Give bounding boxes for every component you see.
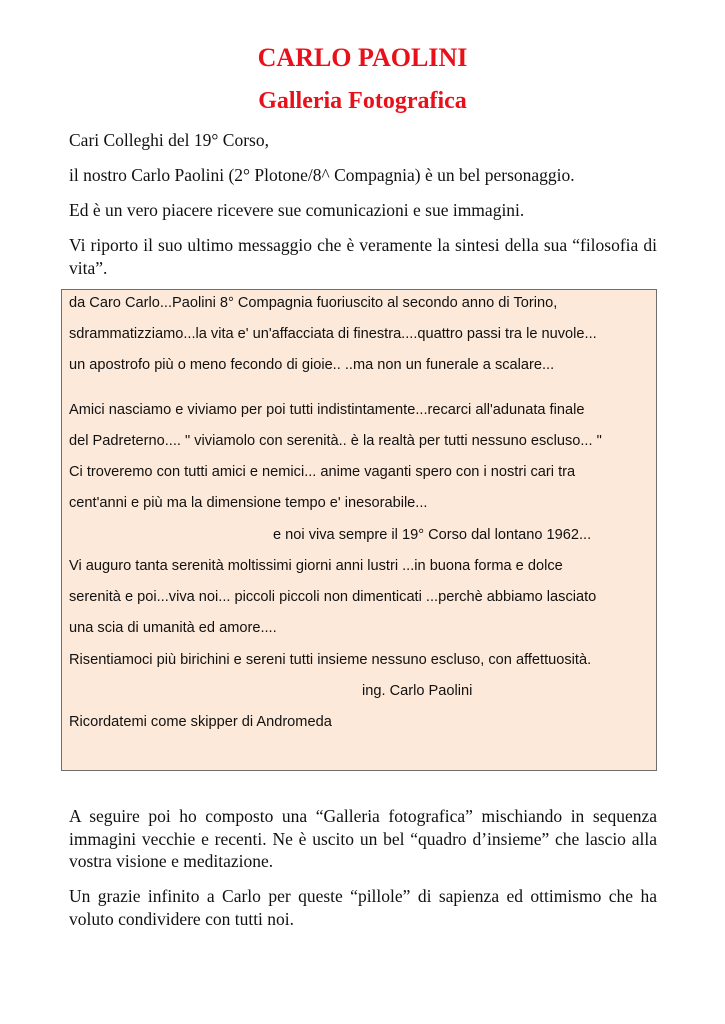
message-line: Ci troveremo con tutti amici e nemici... anime vaganti spero con i nostri cari tra [69, 464, 576, 480]
message-line: cent'anni e più ma la dimensione tempo e' inesorabile... [69, 495, 428, 511]
page-title: CARLO PAOLINI [257, 43, 468, 72]
gallery-paragraph: A seguire poi ho composto una “Galleria fotografica” mischiando in sequenza immagini vecchie e recenti. Ne è uscito un bel “quadro d’insieme” che lascio alla vostra visione e meditazione. [69, 806, 657, 871]
message-line: Ricordatemi come skipper di Andromeda [69, 714, 332, 730]
message-line: Amici nasciamo e viviamo per poi tutti indistintamente...recarci all'adunata finale [69, 402, 585, 418]
message-line: Risentiamoci più birichini e sereni tutti insieme nessuno escluso, con affettuosità. [69, 652, 592, 668]
intro-paragraph: il nostro Carlo Paolini (2° Plotone/8^ Compagnia) è un bel personaggio. [69, 165, 575, 185]
greeting-paragraph: Cari Colleghi del 19° Corso, [69, 130, 269, 150]
message-line: serenità e poi...viva noi... piccoli piccoli non dimenticati ...perchè abbiamo lasciato [69, 589, 597, 605]
message-line: e noi viva sempre il 19° Corso dal lontano 1962... [273, 527, 592, 543]
message-line: un apostrofo più o meno fecondo di gioie.. ..ma non un funerale a scalare... [69, 357, 555, 373]
page-subtitle: Galleria Fotografica [258, 88, 467, 114]
message-line: del Padreterno.... " viviamolo con serenità.. è la realtà per tutti nessuno escluso... " [69, 433, 602, 449]
message-line: sdrammatizziamo...la vita e' un'affacciata di finestra....quattro passi tra le nuvole... [69, 326, 597, 342]
message-line: una scia di umanità ed amore.... [69, 620, 277, 636]
thanks-paragraph: Un grazie infinito a Carlo per queste “pillole” di sapienza ed ottimismo che ha voluto condividere con tutti noi. [69, 886, 657, 929]
intro-paragraph: Ed è un vero piacere ricevere sue comunicazioni e sue immagini. [69, 200, 525, 220]
message-signature: ing. Carlo Paolini [362, 683, 473, 699]
intro-paragraph: Vi riporto il suo ultimo messaggio che è veramente la sintesi della sua “filosofia di vita”. [69, 235, 657, 278]
message-line: Vi auguro tanta serenità moltissimi giorni anni lustri ...in buona forma e dolce [69, 558, 563, 574]
message-line: da Caro Carlo...Paolini 8° Compagnia fuoriuscito al secondo anno di Torino, [69, 295, 558, 311]
